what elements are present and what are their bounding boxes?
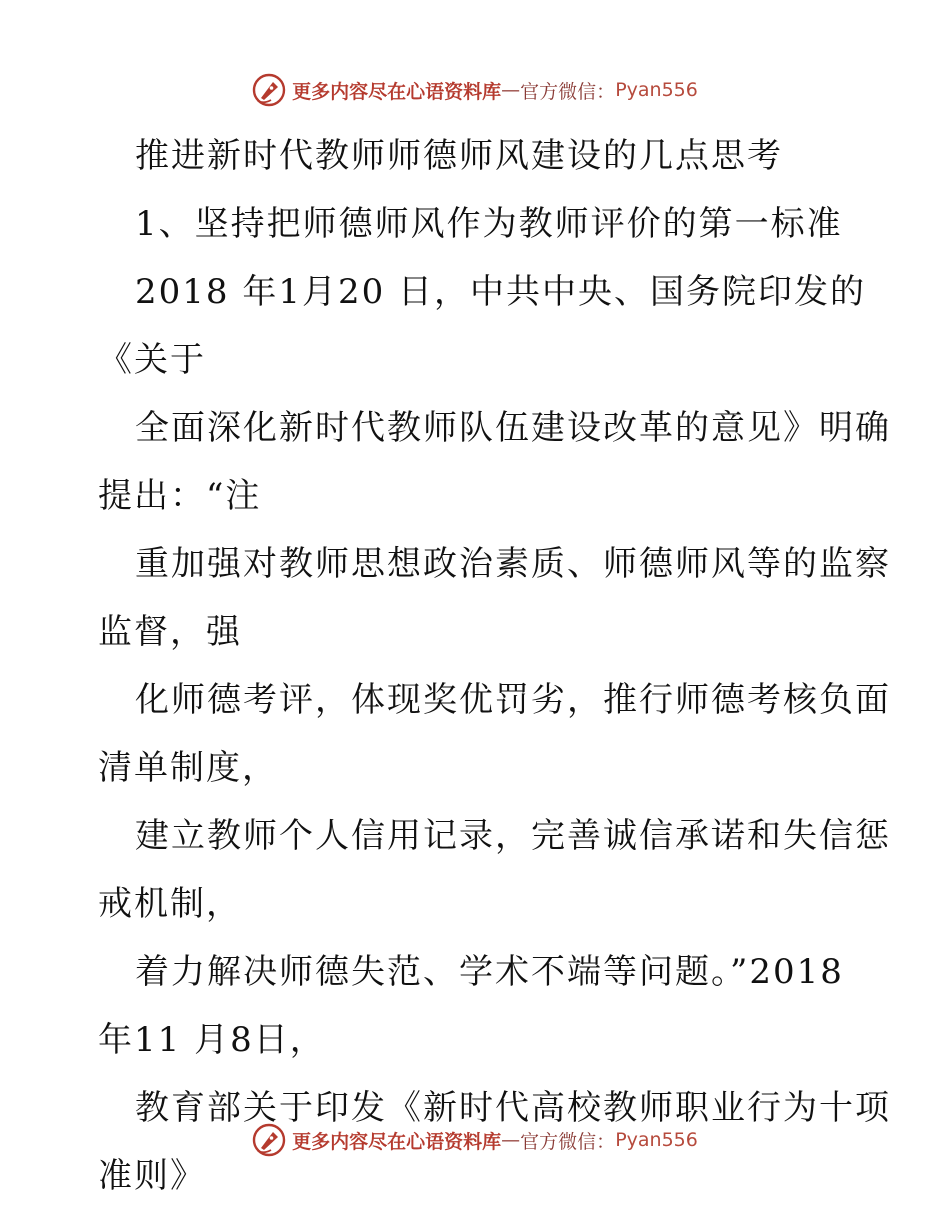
- paragraph-line: 准则》: [98, 1156, 206, 1196]
- paragraph-line: 教育部关于印发《新时代高校教师职业行为十项: [135, 1088, 891, 1128]
- pen-nib-seal-icon: [252, 73, 286, 107]
- paragraph-line: 2018 年1月20 日，中共中央、国务院印发的: [135, 272, 867, 312]
- paragraph-line: 戒机制，: [98, 884, 242, 924]
- paragraph-line: 《关于: [98, 340, 206, 380]
- watermark-dash: —: [501, 79, 521, 101]
- paragraph-line: 化师德考评，体现奖优罚劣，推行师德考核负面: [135, 680, 891, 720]
- watermark-brand: 更多内容尽在心语资料库: [292, 80, 502, 103]
- watermark-wechat-id: Pyan556: [615, 1129, 698, 1151]
- document-title: 推进新时代教师师德师风建设的几点思考: [135, 136, 783, 176]
- watermark-header: [0, 68, 950, 112]
- watermark-footer: [0, 1118, 950, 1162]
- paragraph-line: 年11 月8日，: [98, 1020, 326, 1060]
- pen-nib-seal-icon: [252, 1123, 286, 1157]
- paragraph-line: 清单制度，: [98, 748, 278, 788]
- paragraph-line: 重加强对教师思想政治素质、师德师风等的监察: [135, 544, 891, 584]
- paragraph-line: 着力解决师德失范、学术不端等问题。”2018: [135, 952, 844, 992]
- paragraph-line: 监督，强: [98, 612, 242, 652]
- document-body: [98, 122, 891, 1210]
- watermark-dash: —: [501, 1129, 521, 1151]
- paragraph-line: 提出：“注: [98, 476, 262, 516]
- section-heading: 1、坚持把师德师风作为教师评价的第一标准: [135, 204, 843, 244]
- watermark-wechat-label: 官方微信：: [520, 1130, 616, 1153]
- watermark-wechat-label: 官方微信：: [520, 80, 616, 103]
- paragraph-line: 全面深化新时代教师队伍建设改革的意见》明确: [135, 408, 891, 448]
- paragraph-line: 建立教师个人信用记录，完善诚信承诺和失信惩: [135, 816, 891, 856]
- watermark-wechat-id: Pyan556: [615, 79, 698, 101]
- watermark-brand: 更多内容尽在心语资料库: [292, 1130, 502, 1153]
